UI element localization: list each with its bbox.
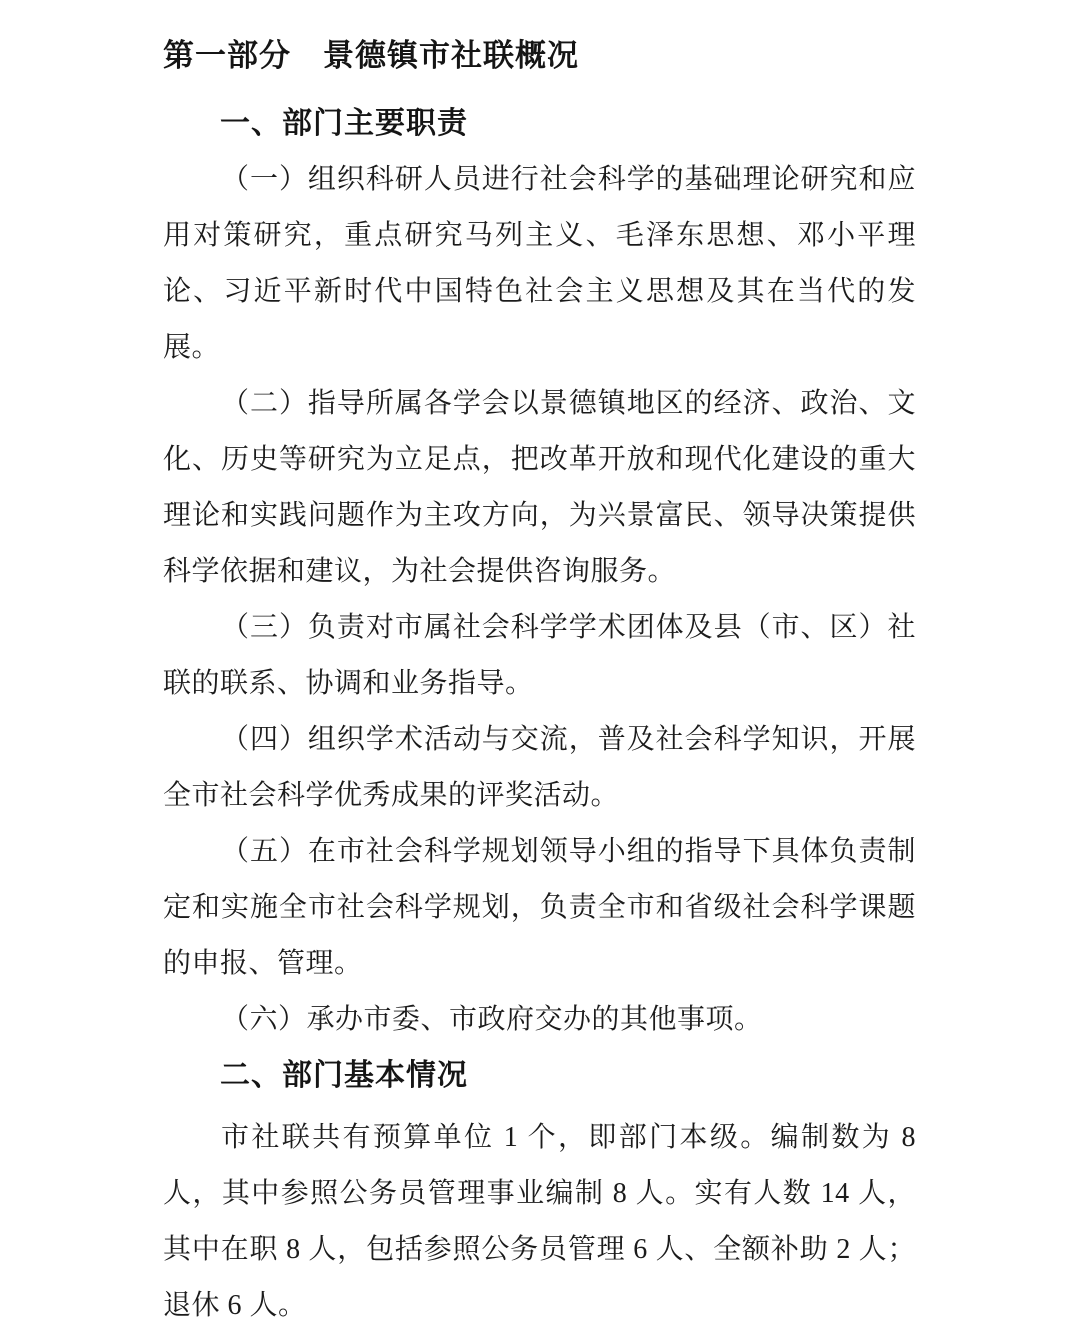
duty-paragraph-5: （五）在市社会科学规划领导小组的指导下具体负责制定和实施全市社会科学规划，负责全市和省级社会科学课题的申报、管理。 [163, 836, 916, 979]
section-duties [163, 96, 916, 1048]
part-title: 第一部分 景德镇市社联概况 [163, 38, 579, 73]
section-duties-heading: 一、部门主要职责 [220, 107, 468, 140]
duty-paragraph-4: （四）组织学术活动与交流，普及社会科学知识，开展全市社会科学优秀成果的评奖活动。 [163, 724, 916, 811]
basic-info-paragraph: 市社联共有预算单位 1 个，即部门本级。编制数为 8 人，其中参照公务员管理事业编制 8 人。实有人数 14 人，其中在职 8 人，包括参照公务员管理 6 人、全额补助 2 人；退休 6 人。 [163, 1122, 916, 1321]
duty-paragraph-1: （一）组织科研人员进行社会科学的基础理论研究和应用对策研究，重点研究马列主义、毛泽东思想、邓小平理论、习近平新时代中国特色社会主义思想及其在当代的发展。 [163, 164, 916, 363]
section-basic-info [163, 1048, 916, 1334]
duty-paragraph-3: （三）负责对市属社会科学学术团体及县（市、区）社联的联系、协调和业务指导。 [163, 612, 916, 699]
duty-paragraph-2: （二）指导所属各学会以景德镇地区的经济、政治、文化、历史等研究为立足点，把改革开放和现代化建设的重大理论和实践问题作为主攻方向，为兴景富民、领导决策提供科学依据和建议，为社会提供咨询服务。 [163, 388, 916, 587]
duty-paragraph-6: （六）承办市委、市政府交办的其他事项。 [221, 1004, 763, 1035]
section-basic-info-heading: 二、部门基本情况 [220, 1059, 468, 1092]
